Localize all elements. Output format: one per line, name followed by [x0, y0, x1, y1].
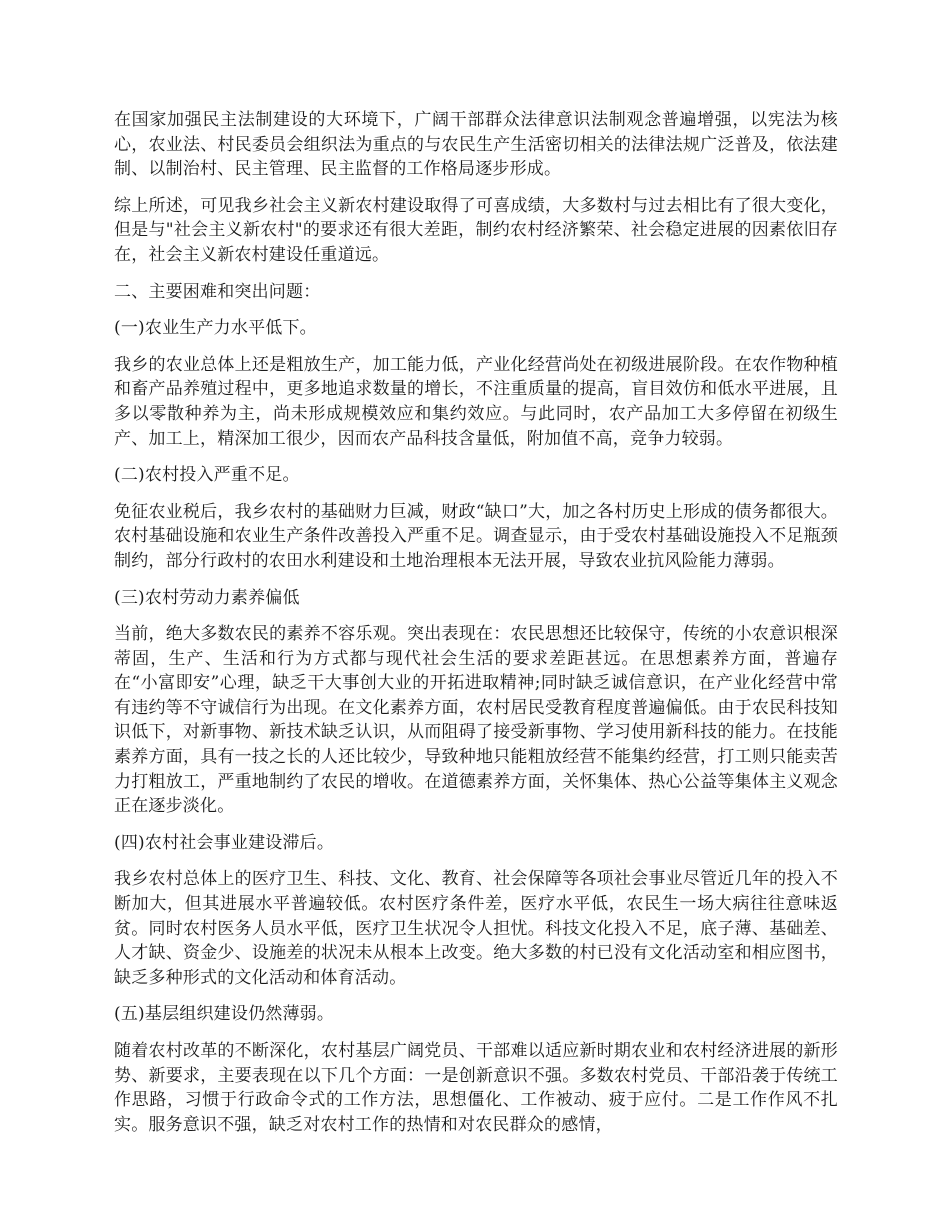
intro-paragraph: 在国家加强民主法制建设的大环境下，广阔干部群众法律意识法制观念普遍增强，以宪法为核心，农业法、村民委员会组织法为重点的与农民生产生活密切相关的法律法规广泛普及，依法建制、以制治村、民主管理、民主监督的工作格局逐步形成。	[114, 110, 838, 180]
paragraph-3: 当前，绝大多数农民的素养不容乐观。突出表现在：农民思想还比较保守，传统的小农意识根深蒂固，生产、生活和行为方式都与现代社会生活的要求差距甚远。在思想素养方面，普遍存在“小富即安”心理，缺乏干大事创大业的开拓进取精神;同时缺乏诚信意识，在产业化经营中常有违约等不守诚信行为出现。在文化素养方面，农村居民受教育程度普遍偏低。由于农民科技知识低下，对新事物、新技术缺乏认识，从而阻碍了接受新事物、学习使用新科技的能力。在技能素养方面，具有一技之长的人还比较少，导致种地只能粗放经营不能集约经营，打工则只能卖苦力打粗放工，严重地制约了农民的增收。在道德素养方面，关怀集体、热心公益等集体主义观念正在逐步淡化。	[114, 624, 838, 817]
subheading-1: (一)农业生产力水平低下。	[114, 318, 317, 339]
subheading-4: (四)农村社会事业建设滞后。	[114, 832, 335, 853]
paragraph-4: 我乡农村总体上的医疗卫生、科技、文化、教育、社会保障等各项社会事业尽管近几年的投入不断加大，但其进展水平普遍较低。农村医疗条件差，医疗水平低，农民生一场大病往往意味返贫。同时农村医务人员水平低，医疗卫生状况令人担忧。科技文化投入不足，底子薄、基础差、人才缺、资金少、设施差的状况未从根本上改变。绝大多数的村已没有文化活动室和相应图书，缺乏多种形式的文化活动和体育活动。	[114, 869, 838, 988]
subheading-3: (三)农村劳动力素养偏低	[114, 587, 300, 608]
subheading-5: (五)基层组织建设仍然薄弱。	[114, 1004, 335, 1025]
paragraph-5: 随着农村改革的不断深化，农村基层广阔党员、干部难以适应新时期农业和农村经济进展的新形势、新要求，主要表现在以下几个方面：一是创新意识不强。多数农村党员、干部沿袭于传统工作思路，习惯于行政命令式的工作方法，思想僵化、工作被动、疲于应付。二是工作作风不扎实。服务意识不强，缺乏对农村工作的热情和对农民群众的感情，	[114, 1041, 838, 1135]
paragraph-2: 免征农业税后，我乡农村的基础财力巨减，财政“缺口”大，加之各村历史上形成的债务都很大。农村基础设施和农业生产条件改善投入严重不足。调查显示，由于受农村基础设施投入不足瓶颈制约，部分行政村的农田水利建设和土地治理根本无法开展，导致农业抗风险能力薄弱。	[114, 501, 838, 571]
paragraph-1: 我乡的农业总体上还是粗放生产，加工能力低，产业化经营尚处在初级进展阶段。在农作物种植和畜产品养殖过程中，更多地追求数量的增长，不注重质量的提高，盲目效仿和低水平进展，且多以零散种养为主，尚未形成规模效应和集约效应。与此同时，农产品加工大多停留在初级生产、加工上，精深加工很少，因而农产品科技含量低，附加值不高，竞争力较弱。	[114, 354, 838, 449]
summary-paragraph: 综上所述，可见我乡社会主义新农村建设取得了可喜成绩，大多数村与过去相比有了很大变化，但是与"社会主义新农村"的要求还有很大差距，制约农村经济繁荣、社会稳定进展的因素依旧存在，社会主义新农村建设任重道远。	[114, 195, 838, 265]
section-heading-problems: 二、主要困难和突出问题：	[114, 281, 321, 302]
subheading-2: (二)农村投入严重不足。	[114, 465, 300, 486]
